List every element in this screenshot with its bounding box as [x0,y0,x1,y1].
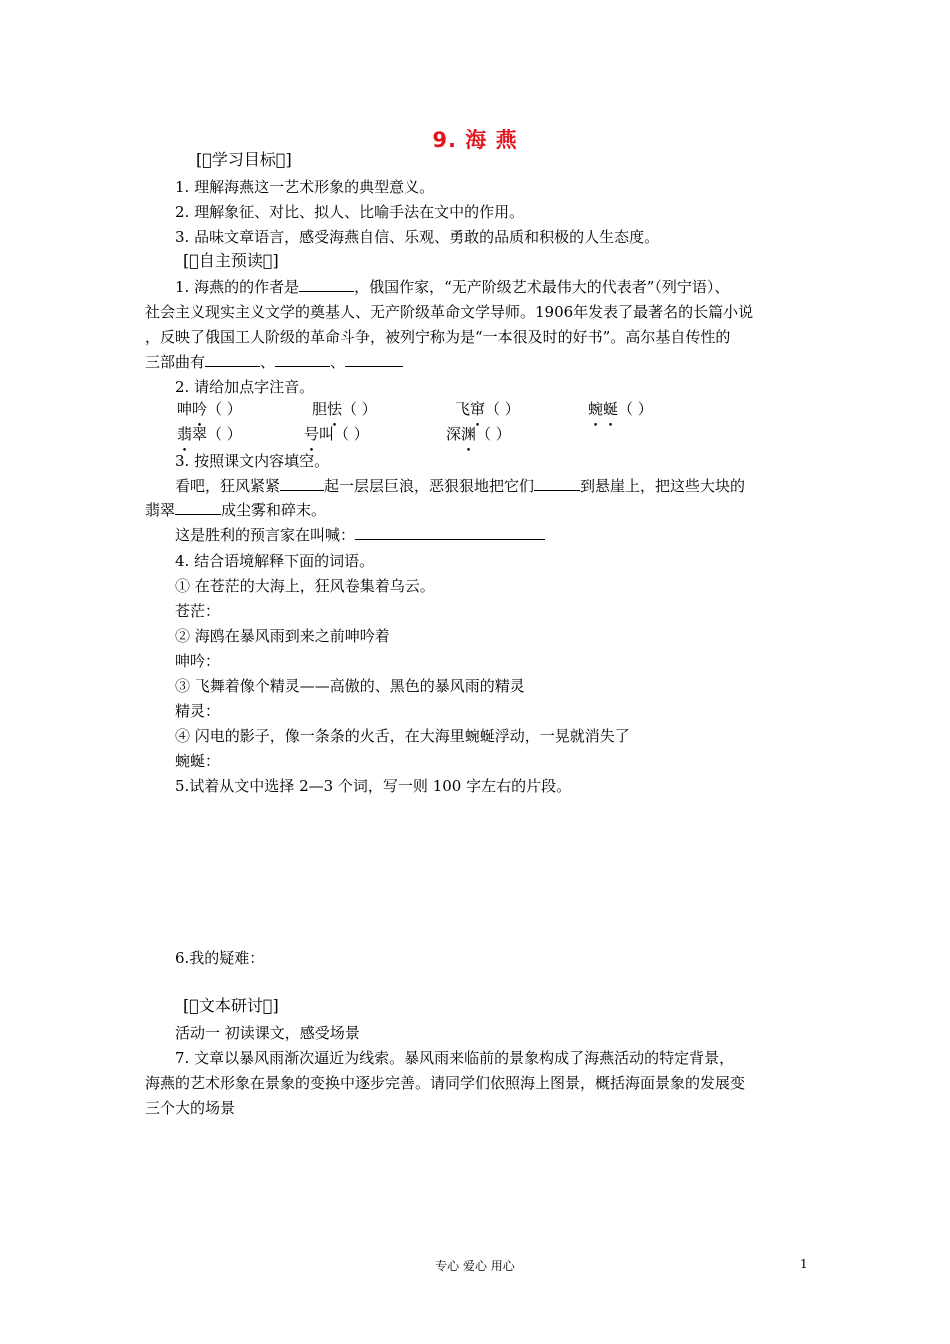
emphasis-dot: 蜿 [588,400,604,418]
question-7-line: 7. 文章以暴风雨渐次逼近为线索。暴风雨来临前的景象构成了海燕活动的特定背景， [175,1049,735,1067]
pinyin-item: 蜿蜒（ ） [588,400,653,418]
answer-blank[interactable] [175,500,221,515]
question-7-line: 三个大的场景 [145,1099,236,1117]
question-1-text: 三部曲有 [145,353,206,371]
question-6: 6.我的疑难： [175,949,265,967]
page-number: 1 [800,1257,808,1271]
context-sentence: ③ 飞舞着像个精灵——高傲的、黑色的暴风雨的精灵 [175,677,525,695]
question-3-line-1: 看吧，狂风紧紧 起一层层巨浪，恶狠狠地把它们 到悬崖上，把这些大块的 [175,477,746,495]
question-4-label: 4. 结合语境解释下面的词语。 [175,552,375,570]
section-heading-preview: [ 自主预读 ] [183,251,279,270]
section-heading-goals: [ 学习目标 ] [196,150,292,169]
question-3-label: 3. 按照课文内容填空。 [175,452,330,470]
question-3-line-2: 翡翠 成尘雾和碎末。 [145,501,327,519]
activity-heading: 活动一 初读课文，感受场景 [175,1024,360,1042]
goal-item: 2. 理解象征、对比、拟人、比喻手法在文中的作用。 [175,203,525,221]
goal-item: 3. 品味文章语言，感受海燕自信、乐观、勇敢的品质和积极的人生态度。 [175,228,660,246]
question-1-text: ，俄国作家，“无产阶级艺术最伟大的代表者”（列宁语）、 [354,278,730,296]
question-1-text: 1. 海燕的的作者是 [175,278,300,296]
question-1-line-1 [175,277,729,297]
context-sentence: ④ 闪电的影子，像一条条的火舌，在大海里蜿蜒浮动，一晃就消失了 [175,727,630,745]
pinyin-item: 呻吟（ ） [177,400,242,418]
section-heading-study: [ 文本研讨 ] [183,996,279,1015]
question-1-line-4 [145,352,403,372]
question-5: 5.试着从文中选择 2—3 个词，写一则 100 字左右的片段。 [175,777,572,795]
answer-blank[interactable] [280,476,324,491]
question-3-line-3: 这是胜利的预言家在叫喊： [175,525,545,545]
pinyin-item: 翡翠（ ） [177,425,242,443]
separator: 、 [260,353,276,371]
emphasis-dot: 吟 [192,400,208,418]
emphasis-dot: 怯 [327,400,343,418]
context-sentence: ① 在苍茫的大海上，狂风卷集着乌云。 [175,577,435,595]
context-sentence: ② 海鸥在暴风雨到来之前呻吟着 [175,627,390,645]
pinyin-item: 飞窜（ ） [455,400,520,418]
word-prompt: 苍茫： [175,602,221,620]
pinyin-item: 胆怯（ ） [312,400,377,418]
page-footer: 专心 爱心 用心 [435,1259,515,1273]
question-1-line-2: 社会主义现实主义文学的奠基人、无产阶级革命文学导师。1906年发表了最著名的长篇小说 [145,303,754,321]
word-prompt: 蜿蜒： [175,752,221,770]
answer-blank-author[interactable] [299,277,354,292]
emphasis-dot: 蜒 [603,400,619,418]
emphasis-dot: 窜 [470,400,486,418]
question-7-line: 海燕的艺术形象在景象的变换中逐步完善。请同学们依照海上图景，概括海面景象的发展变 [145,1074,746,1092]
question-2-label: 2. 请给加点字注音。 [175,378,315,396]
word-prompt: 精灵： [175,702,221,720]
pinyin-item: 号叫（ ） [304,425,369,443]
answer-blank-trilogy-3[interactable] [345,352,403,367]
separator: 、 [330,353,346,371]
answer-blank[interactable] [355,525,545,540]
pinyin-item: 深渊（ ） [446,425,511,443]
answer-blank-trilogy-2[interactable] [275,352,330,367]
emphasis-dot: 渊 [461,425,477,443]
question-1-line-3: ，反映了俄国工人阶级的革命斗争，被列宁称为是“一本很及时的好书”。高尔基自传性的 [145,328,731,346]
emphasis-dot: 翡 [177,425,193,443]
answer-blank[interactable] [534,476,580,491]
emphasis-dot: 号 [304,425,320,443]
page-title: 9. 海 燕 [432,128,518,152]
answer-blank-trilogy-1[interactable] [205,352,260,367]
word-prompt: 呻吟： [175,652,221,670]
goal-item: 1. 理解海燕这一艺术形象的典型意义。 [175,178,435,196]
